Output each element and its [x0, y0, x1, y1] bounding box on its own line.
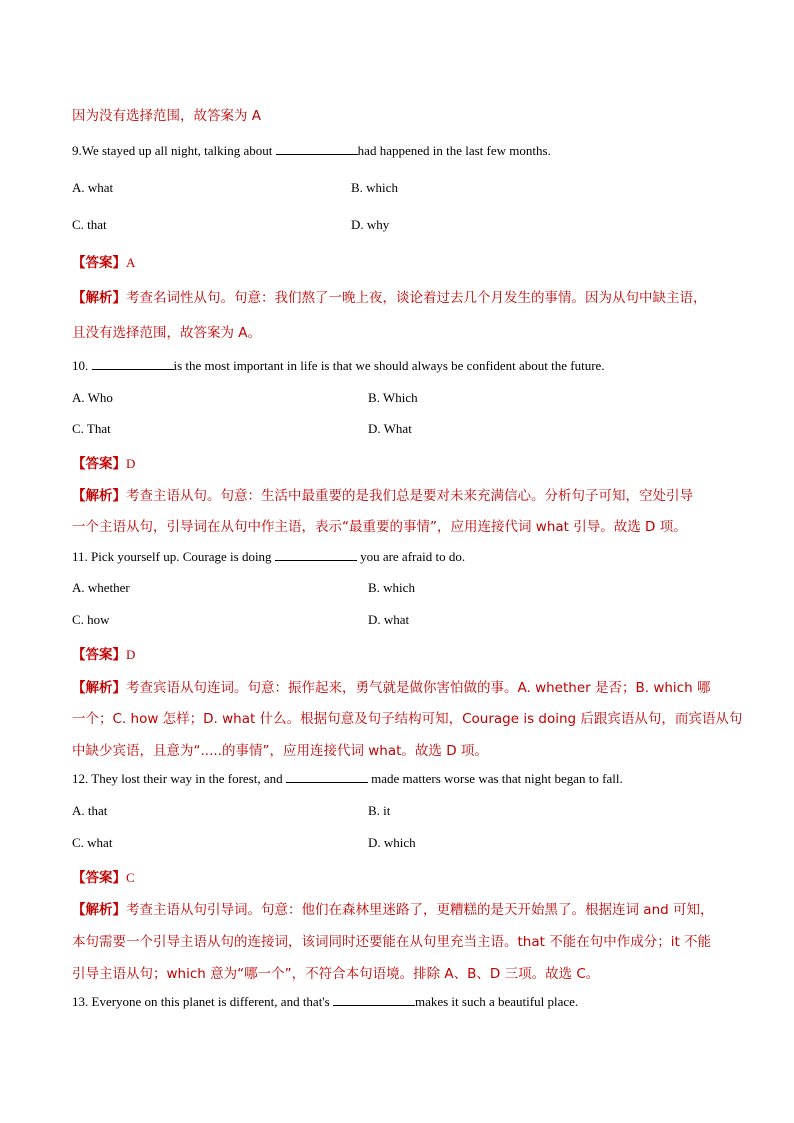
option-a: A. Who — [72, 390, 113, 405]
question-text: 13. Everyone on this planet is different, and that's — [72, 994, 333, 1009]
question-9 — [72, 143, 551, 159]
answer-tag: 【答案】 — [72, 647, 126, 663]
explanation-tag: 【解析】 — [72, 680, 126, 696]
question-text: 9.We stayed up all night, talking about — [72, 143, 276, 158]
option-c: C. what — [72, 835, 113, 850]
explanation-12-line2: 本句需要一个引导主语从句的连接词，该词同时还要能在从句里充当主语。that 不能在句中作成分；it 不能 — [72, 934, 712, 950]
question-text: 12. They lost their way in the forest, and — [72, 771, 286, 786]
option-b: B. Which — [368, 390, 418, 405]
answer-10 — [72, 452, 135, 472]
answer-value: D — [126, 647, 136, 662]
explanation-11-line1 — [72, 676, 710, 696]
prev-conclusion: 因为没有选择范围，故答案为 A — [72, 108, 262, 124]
explanation-tag: 【解析】 — [72, 290, 126, 306]
answer-tag: 【答案】 — [72, 870, 126, 886]
question-text: you are afraid to do. — [356, 549, 466, 564]
question-text: 11. Pick yourself up. Courage is doing — [72, 549, 275, 564]
question-text: 10. — [72, 358, 92, 373]
question-text: makes it such a beautiful place. — [414, 994, 579, 1009]
answer-value: A — [126, 255, 136, 270]
answer-tag: 【答案】 — [72, 456, 126, 472]
explanation-9-line1 — [72, 286, 707, 306]
answer-value: C — [126, 870, 135, 885]
explanation-text: 考查主语从句。句意：生活中最重要的是我们总是要对未来充满信心。分析句子可知，空处引导 — [126, 488, 693, 504]
explanation-tag: 【解析】 — [72, 902, 126, 918]
explanation-text: 考查名词性从句。句意：我们熬了一晚上夜，谈论着过去几个月发生的事情。因为从句中缺主语， — [126, 290, 707, 306]
explanation-text: 考查主语从句引导词。句意：他们在森林里迷路了，更糟糕的是天开始黑了。根据连词 and 可知， — [126, 902, 714, 918]
option-c: C. how — [72, 612, 110, 627]
explanation-tag: 【解析】 — [72, 488, 126, 504]
question-11 — [72, 549, 465, 565]
answer-blank — [276, 143, 358, 155]
answer-blank — [275, 549, 357, 561]
option-d: D. why — [351, 217, 390, 232]
explanation-9-line2: 且没有选择范围，故答案为 A。 — [72, 325, 262, 341]
answer-tag: 【答案】 — [72, 255, 126, 271]
explanation-12-line1 — [72, 898, 713, 918]
question-12 — [72, 771, 623, 787]
explanation-11-line3: 中缺少宾语，且意为“.....的事情”，应用连接代词 what。故选 D 项。 — [72, 743, 488, 759]
answer-value: D — [126, 456, 136, 471]
answer-11 — [72, 643, 135, 663]
answer-12 — [72, 866, 135, 886]
answer-blank — [333, 994, 415, 1006]
question-text: made matters worse was that night began to fall. — [367, 771, 623, 786]
option-d: D. What — [368, 421, 412, 436]
explanation-10-line1 — [72, 484, 693, 504]
option-d: D. what — [368, 612, 410, 627]
option-a: A. that — [72, 803, 108, 818]
answer-blank — [92, 358, 174, 370]
question-13 — [72, 994, 578, 1010]
option-b: B. which — [351, 180, 398, 195]
option-b: B. which — [368, 580, 415, 595]
option-a: A. whether — [72, 580, 130, 595]
question-text: had happened in the last few months. — [357, 143, 551, 158]
answer-9 — [72, 251, 135, 271]
answer-blank — [286, 771, 368, 783]
option-c: C. that — [72, 217, 107, 232]
explanation-11-line2: 一个；C. how 怎样；D. what 什么。根据句意及句子结构可知，Courage is doing 后跟宾语从句，而宾语从句 — [72, 711, 743, 727]
question-text: is the most important in life is that we should always be confident about the future. — [173, 358, 605, 373]
option-a: A. what — [72, 180, 114, 195]
explanation-12-line3: 引导主语从句；which 意为“哪一个”，不符合本句语境。排除 A、B、D 三项。故选 C。 — [72, 966, 600, 982]
question-10 — [72, 358, 605, 374]
explanation-text: 考查宾语从句连词。句意：振作起来，勇气就是做你害怕做的事。A. whether 是否；B. which 哪 — [126, 680, 711, 696]
explanation-10-line2: 一个主语从句，引导词在从句中作主语，表示“最重要的事情”，应用连接代词 what 引导。故选 D 项。 — [72, 519, 687, 535]
option-d: D. which — [368, 835, 416, 850]
option-b: B. it — [368, 803, 391, 818]
option-c: C. That — [72, 421, 111, 436]
